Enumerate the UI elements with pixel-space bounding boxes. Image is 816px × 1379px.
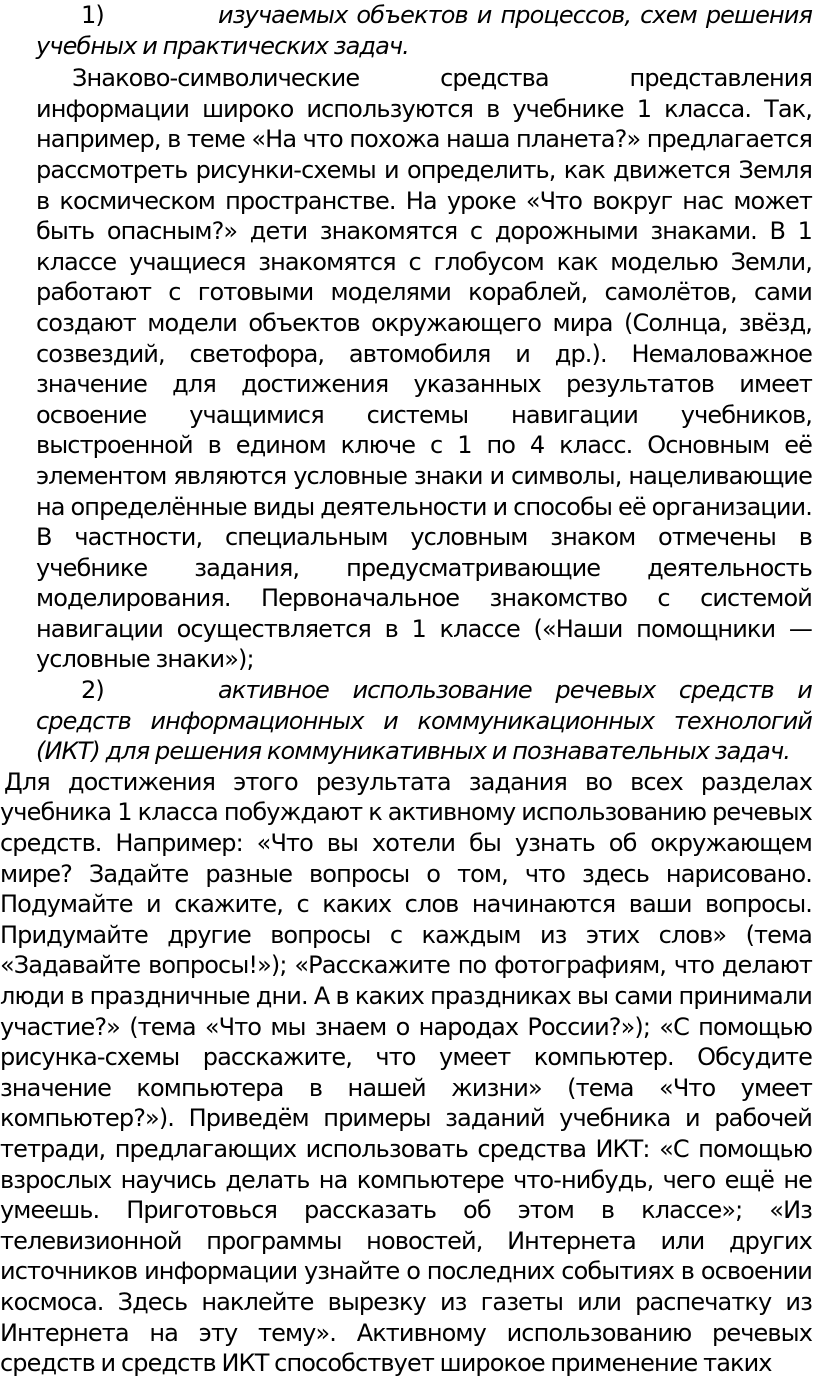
list-item-2-text: активное использование речевых средств и средств информационных и коммуникационных технологий (ИКТ) для решения коммуникативных и познавательных задач. (36, 676, 812, 766)
paragraph-2: Для достижения этого результата задания во всех разделах учебника 1 класса побуждают к активному использованию речевых средств. Например: «Что вы хотели бы узнать об окружающем мире? Задайте разные вопросы о том, что здесь нарисовано. Подумайте и скажите, с каких слов начинаются ваши вопросы. Придумайте другие вопросы с каждым из этих слов» (тема «Задавайте вопросы!»); «Расскажите по фотографиям, что делают люди в праздничные дни. А в каких праздниках вы сами принимали участие?» (тема «Что мы знаем о народах России?»); «С помощью рисунка-схемы расскажите, что умеет компьютер. Обсудите значение компьютера в нашей жизни» (тема «Что умеет компьютер?»). Приведём примеры заданий учебника и рабочей тетради, предлагающих использовать средства ИКТ: «С помощью взрослых научись делать на компьютере что-нибудь, чего ещё не умеешь. Приготовься рассказать об этом в классе»; «Из телевизионной программы новостей, Интернета или других источников информации узнайте о последних событиях в освоении космоса. Здесь наклейте вырезку из газеты или распечатку из Интернета на эту тему». Активному использованию речевых средств и средств ИКТ способствует широкое применение таких (0, 767, 812, 1378)
list-marker-2: 2) (81, 676, 104, 705)
list-item-1 (36, 0, 812, 61)
list-item-2 (36, 675, 812, 767)
list-item-1-text: изучаемых объектов и процессов, схем решения учебных и практических задач. (36, 1, 812, 60)
paragraph-1: Знаково-символические средства представления информации широко используются в учебнике 1 класса. Так, например, в теме «На что похожа наша планета?» предлагается рассмотреть рисунки-схемы и определить, как движется Земля в космическом пространстве. На уроке «Что вокруг нас может быть опасным?» дети знакомятся с дорожными знаками. В 1 классе учащиеся знакомятся с глобусом как моделью Земли, работают с готовыми моделями кораблей, самолётов, сами создают модели объектов окружающего мира (Солнца, звёзд, созвездий, светофора, автомобиля и др.). Немаловажное значение для достижения указанных результатов имеет освоение учащимися системы навигации учебников, выстроенной в едином ключе с 1 по 4 класс. Основным её элементом являются условные знаки и символы, нацеливающие на определённые виды деятельности и способы её организации. В частности, специальным условным знаком отмечены в учебнике задания, предусматривающие деятельность моделирования. Первоначальное знакомство с системой навигации осуществляется в 1 классе («Наши помощники — условные знаки»); (36, 64, 812, 674)
list-marker-1: 1) (81, 1, 104, 29)
